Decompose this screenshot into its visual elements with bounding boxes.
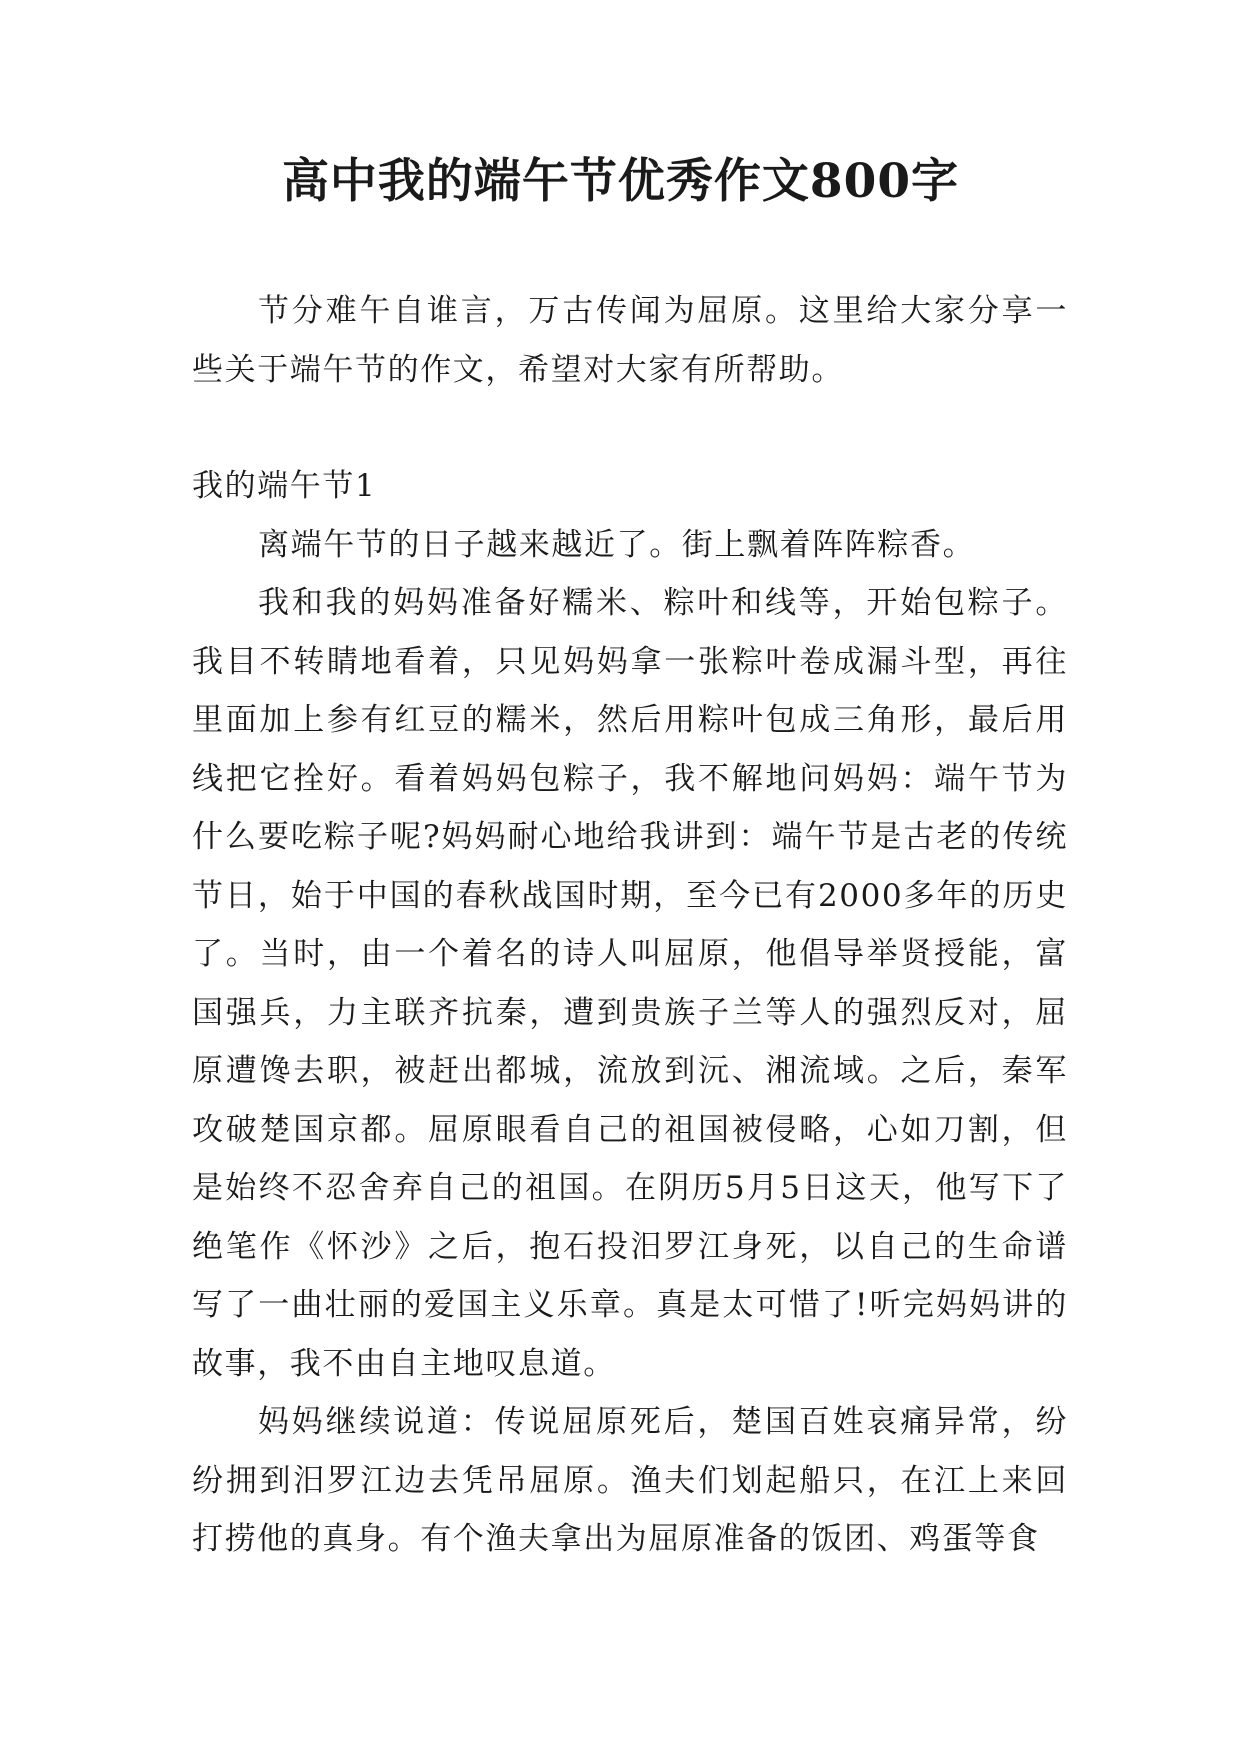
body-paragraph-3: 妈妈继续说道：传说屈原死后，楚国百姓哀痛异常，纷纷拥到汨罗江边去凭吊屈原。渔夫们划起船只，在江上来回打捞他的真身。有个渔夫拿出为屈原准备的饭团、鸡蛋等食 xyxy=(192,1404,1068,1557)
section-title: 我的端午节1 xyxy=(192,468,377,504)
document-body xyxy=(192,282,1068,1569)
document-title: 高中我的端午节优秀作文800字 xyxy=(281,154,960,209)
body-paragraph-2: 我和我的妈妈准备好糯米、粽叶和线等，开始包粽子。我目不转睛地看着，只见妈妈拿一张粽叶卷成漏斗型，再往里面加上参有红豆的糯米，然后用粽叶包成三角形，最后用线把它拴好。看着妈妈包粽子，我不解地问妈妈：端午节为什么要吃粽子呢?妈妈耐心地给我讲到：端午节是古老的传统节日，始于中国的春秋战国时期，至今已有2000多年的历史了。当时，由一个着名的诗人叫屈原，他倡导举贤授能，富国强兵，力主联齐抗秦，遭到贵族子兰等人的强烈反对，屈原遭馋去职，被赶出都城，流放到沅、湘流域。之后，秦军攻破楚国京都。屈原眼看自己的祖国被侵略，心如刀割，但是始终不忍舍弃自己的祖国。在阴历5月5日这天，他写下了绝笔作《怀沙》之后，抱石投汨罗江身死，以自己的生命谱写了一曲壮丽的爱国主义乐章。真是太可惜了!听完妈妈讲的故事，我不由自主地叹息道。 xyxy=(192,585,1068,1382)
intro-paragraph: 节分难午自谁言，万古传闻为屈原。这里给大家分享一些关于端午节的作文，希望对大家有所帮助。 xyxy=(192,293,1068,388)
body-paragraph-1: 离端午节的日子越来越近了。街上飘着阵阵粽香。 xyxy=(258,526,976,563)
